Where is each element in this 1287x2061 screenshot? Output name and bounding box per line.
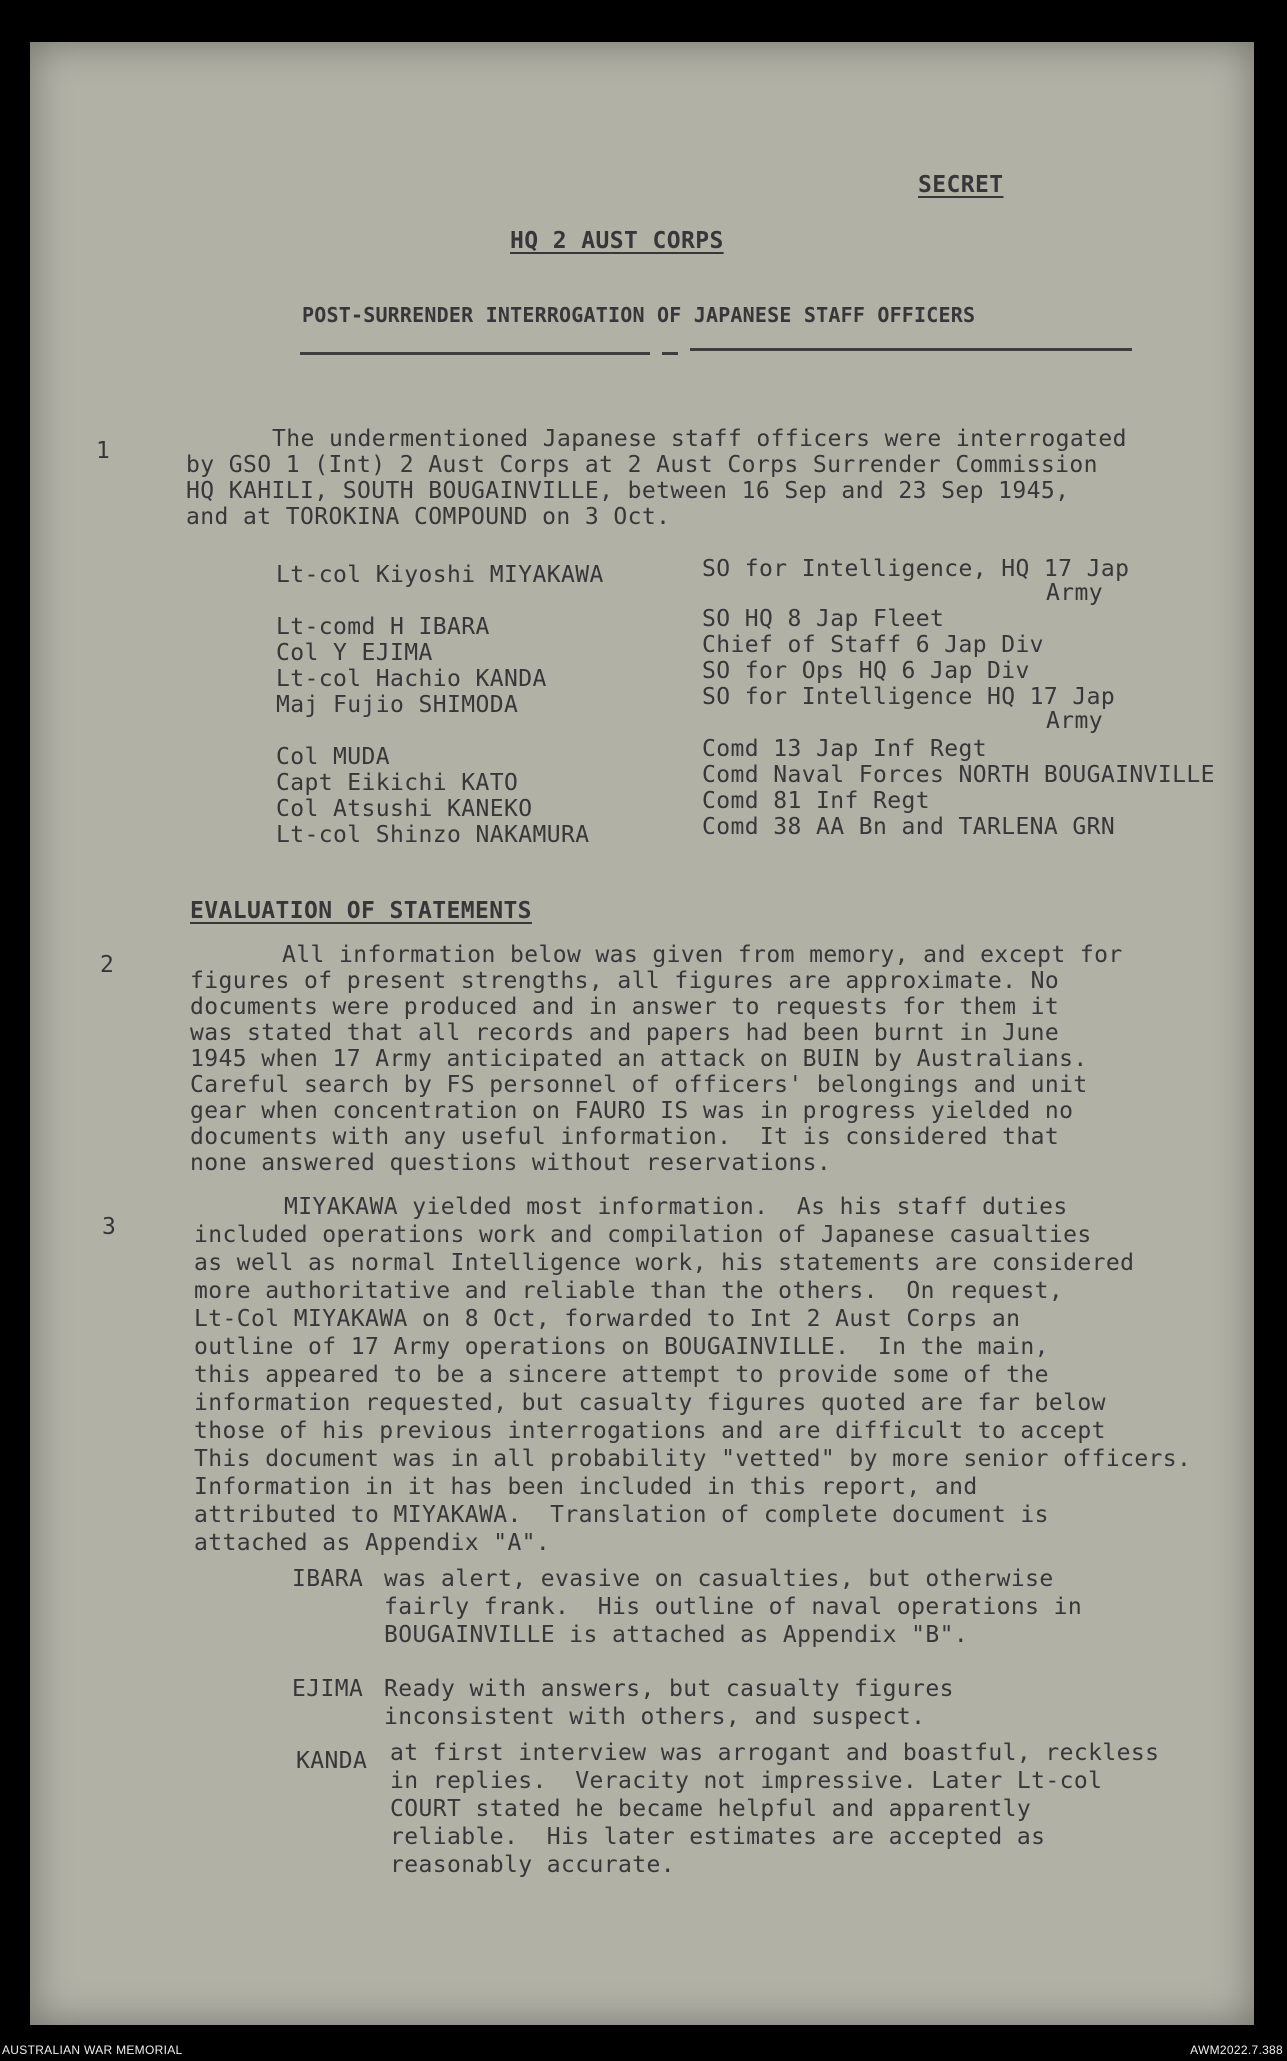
para3-line: as well as normal Intelligence work, his statements are considered bbox=[194, 1250, 1135, 1276]
officer-name: Lt-col Hachio KANDA bbox=[276, 666, 547, 692]
para2-line: none answered questions without reservations. bbox=[190, 1150, 832, 1176]
assessment-line: COURT stated he became helpful and apparently bbox=[390, 1796, 1032, 1822]
assessment-line: inconsistent with others, and suspect. bbox=[384, 1704, 926, 1730]
title-rule-dash bbox=[662, 352, 678, 355]
para3-line: Information in it has been included in this report, and bbox=[194, 1474, 978, 1500]
para2-line: All information below was given from memory, and except for bbox=[282, 942, 1123, 968]
assessment-line: at first interview was arrogant and boastful, reckless bbox=[390, 1740, 1160, 1766]
para3-line: attributed to MIYAKAWA. Translation of complete document is bbox=[194, 1502, 1049, 1528]
para2-line: figures of present strengths, all figures are approximate. No bbox=[190, 968, 1060, 994]
para2-line: documents were produced and in answer to requests for them it bbox=[190, 994, 1060, 1020]
officer-role: Chief of Staff 6 Jap Div bbox=[702, 632, 1044, 658]
officer-role: SO for Ops HQ 6 Jap Div bbox=[702, 658, 1030, 684]
para2-line: documents with any useful information. It is considered that bbox=[190, 1124, 1060, 1150]
officer-role: Comd 81 Inf Regt bbox=[702, 788, 930, 814]
secret-marking: SECRET bbox=[918, 172, 1004, 198]
hq-heading: HQ 2 AUST CORPS bbox=[510, 228, 724, 254]
archive-credit: AUSTRALIAN WAR MEMORIAL bbox=[2, 2043, 183, 2057]
para1-line: The undermentioned Japanese staff officers were interrogated bbox=[272, 426, 1127, 452]
assessment-line: in replies. Veracity not impressive. Later Lt-col bbox=[390, 1768, 1103, 1794]
paragraph-number-1: 1 bbox=[96, 438, 111, 464]
officer-name: Maj Fujio SHIMODA bbox=[276, 692, 519, 718]
para3-line: included operations work and compilation of Japanese casualties bbox=[194, 1222, 1092, 1248]
assessment-line: reasonably accurate. bbox=[390, 1852, 675, 1878]
paragraph-number-2: 2 bbox=[100, 952, 115, 978]
assessment-line: fairly frank. His outline of naval operations in bbox=[384, 1594, 1083, 1620]
officer-name: Col Y EJIMA bbox=[276, 640, 433, 666]
assessment-name: IBARA bbox=[292, 1566, 364, 1592]
para1-line: HQ KAHILI, SOUTH BOUGAINVILLE, between 16 Sep and 23 Sep 1945, bbox=[186, 478, 1070, 504]
para3-line: outline of 17 Army operations on BOUGAINVILLE. In the main, bbox=[194, 1334, 1049, 1360]
officer-role: Comd Naval Forces NORTH BOUGAINVILLE bbox=[702, 762, 1215, 788]
title-rule-left bbox=[300, 352, 650, 355]
officer-role-cont: Army bbox=[1046, 708, 1103, 734]
assessment-name: EJIMA bbox=[292, 1676, 364, 1702]
para2-line: 1945 when 17 Army anticipated an attack on BUIN by Australians. bbox=[190, 1046, 1088, 1072]
officer-role: Comd 13 Jap Inf Regt bbox=[702, 736, 987, 762]
paragraph-number-3: 3 bbox=[102, 1214, 117, 1240]
para3-line: those of his previous interrogations and are difficult to accept bbox=[194, 1418, 1106, 1444]
para2-line: was stated that all records and papers had been burnt in June bbox=[190, 1020, 1060, 1046]
document-title: POST-SURRENDER INTERROGATION OF JAPANESE STAFF OFFICERS bbox=[302, 303, 976, 327]
officer-role: SO for Intelligence HQ 17 Jap bbox=[702, 684, 1116, 710]
assessment-line: was alert, evasive on casualties, but otherwise bbox=[384, 1566, 1054, 1592]
assessment-line: BOUGAINVILLE is attached as Appendix "B". bbox=[384, 1622, 969, 1648]
para3-line: MIYAKAWA yielded most information. As his staff duties bbox=[284, 1194, 1068, 1220]
assessment-line: Ready with answers, but casualty figures bbox=[384, 1676, 954, 1702]
officer-role: SO for Intelligence, HQ 17 Jap bbox=[702, 556, 1130, 582]
para3-line: attached as Appendix "A". bbox=[194, 1530, 551, 1556]
para3-line: Lt-Col MIYAKAWA on 8 Oct, forwarded to Int 2 Aust Corps an bbox=[194, 1306, 1021, 1332]
para2-line: Careful search by FS personnel of officers' belongings and unit bbox=[190, 1072, 1088, 1098]
para3-line: This document was in all probability "vetted" by more senior officers. bbox=[194, 1446, 1192, 1472]
para1-line: by GSO 1 (Int) 2 Aust Corps at 2 Aust Corps Surrender Commission bbox=[186, 452, 1098, 478]
officer-name: Lt-col Kiyoshi MIYAKAWA bbox=[276, 562, 604, 588]
officer-name: Col Atsushi KANEKO bbox=[276, 796, 533, 822]
officer-name: Col MUDA bbox=[276, 744, 390, 770]
archive-reference: AWM2022.7.388 bbox=[1190, 2043, 1283, 2057]
para3-line: this appeared to be a sincere attempt to provide some of the bbox=[194, 1362, 1049, 1388]
title-rule-right bbox=[690, 348, 1132, 351]
officer-role-cont: Army bbox=[1046, 580, 1103, 606]
para2-line: gear when concentration on FAURO IS was in progress yielded no bbox=[190, 1098, 1074, 1124]
officer-role: SO HQ 8 Jap Fleet bbox=[702, 606, 945, 632]
para1-line: and at TOROKINA COMPOUND on 3 Oct. bbox=[186, 504, 671, 530]
officer-name: Lt-comd H IBARA bbox=[276, 614, 490, 640]
section-heading: EVALUATION OF STATEMENTS bbox=[190, 898, 532, 924]
para3-line: information requested, but casualty figures quoted are far below bbox=[194, 1390, 1106, 1416]
officer-role: Comd 38 AA Bn and TARLENA GRN bbox=[702, 814, 1116, 840]
para3-line: more authoritative and reliable than the others. On request, bbox=[194, 1278, 1064, 1304]
assessment-name: KANDA bbox=[296, 1748, 368, 1774]
officer-name: Capt Eikichi KATO bbox=[276, 770, 519, 796]
officer-name: Lt-col Shinzo NAKAMURA bbox=[276, 822, 590, 848]
assessment-line: reliable. His later estimates are accepted as bbox=[390, 1824, 1046, 1850]
